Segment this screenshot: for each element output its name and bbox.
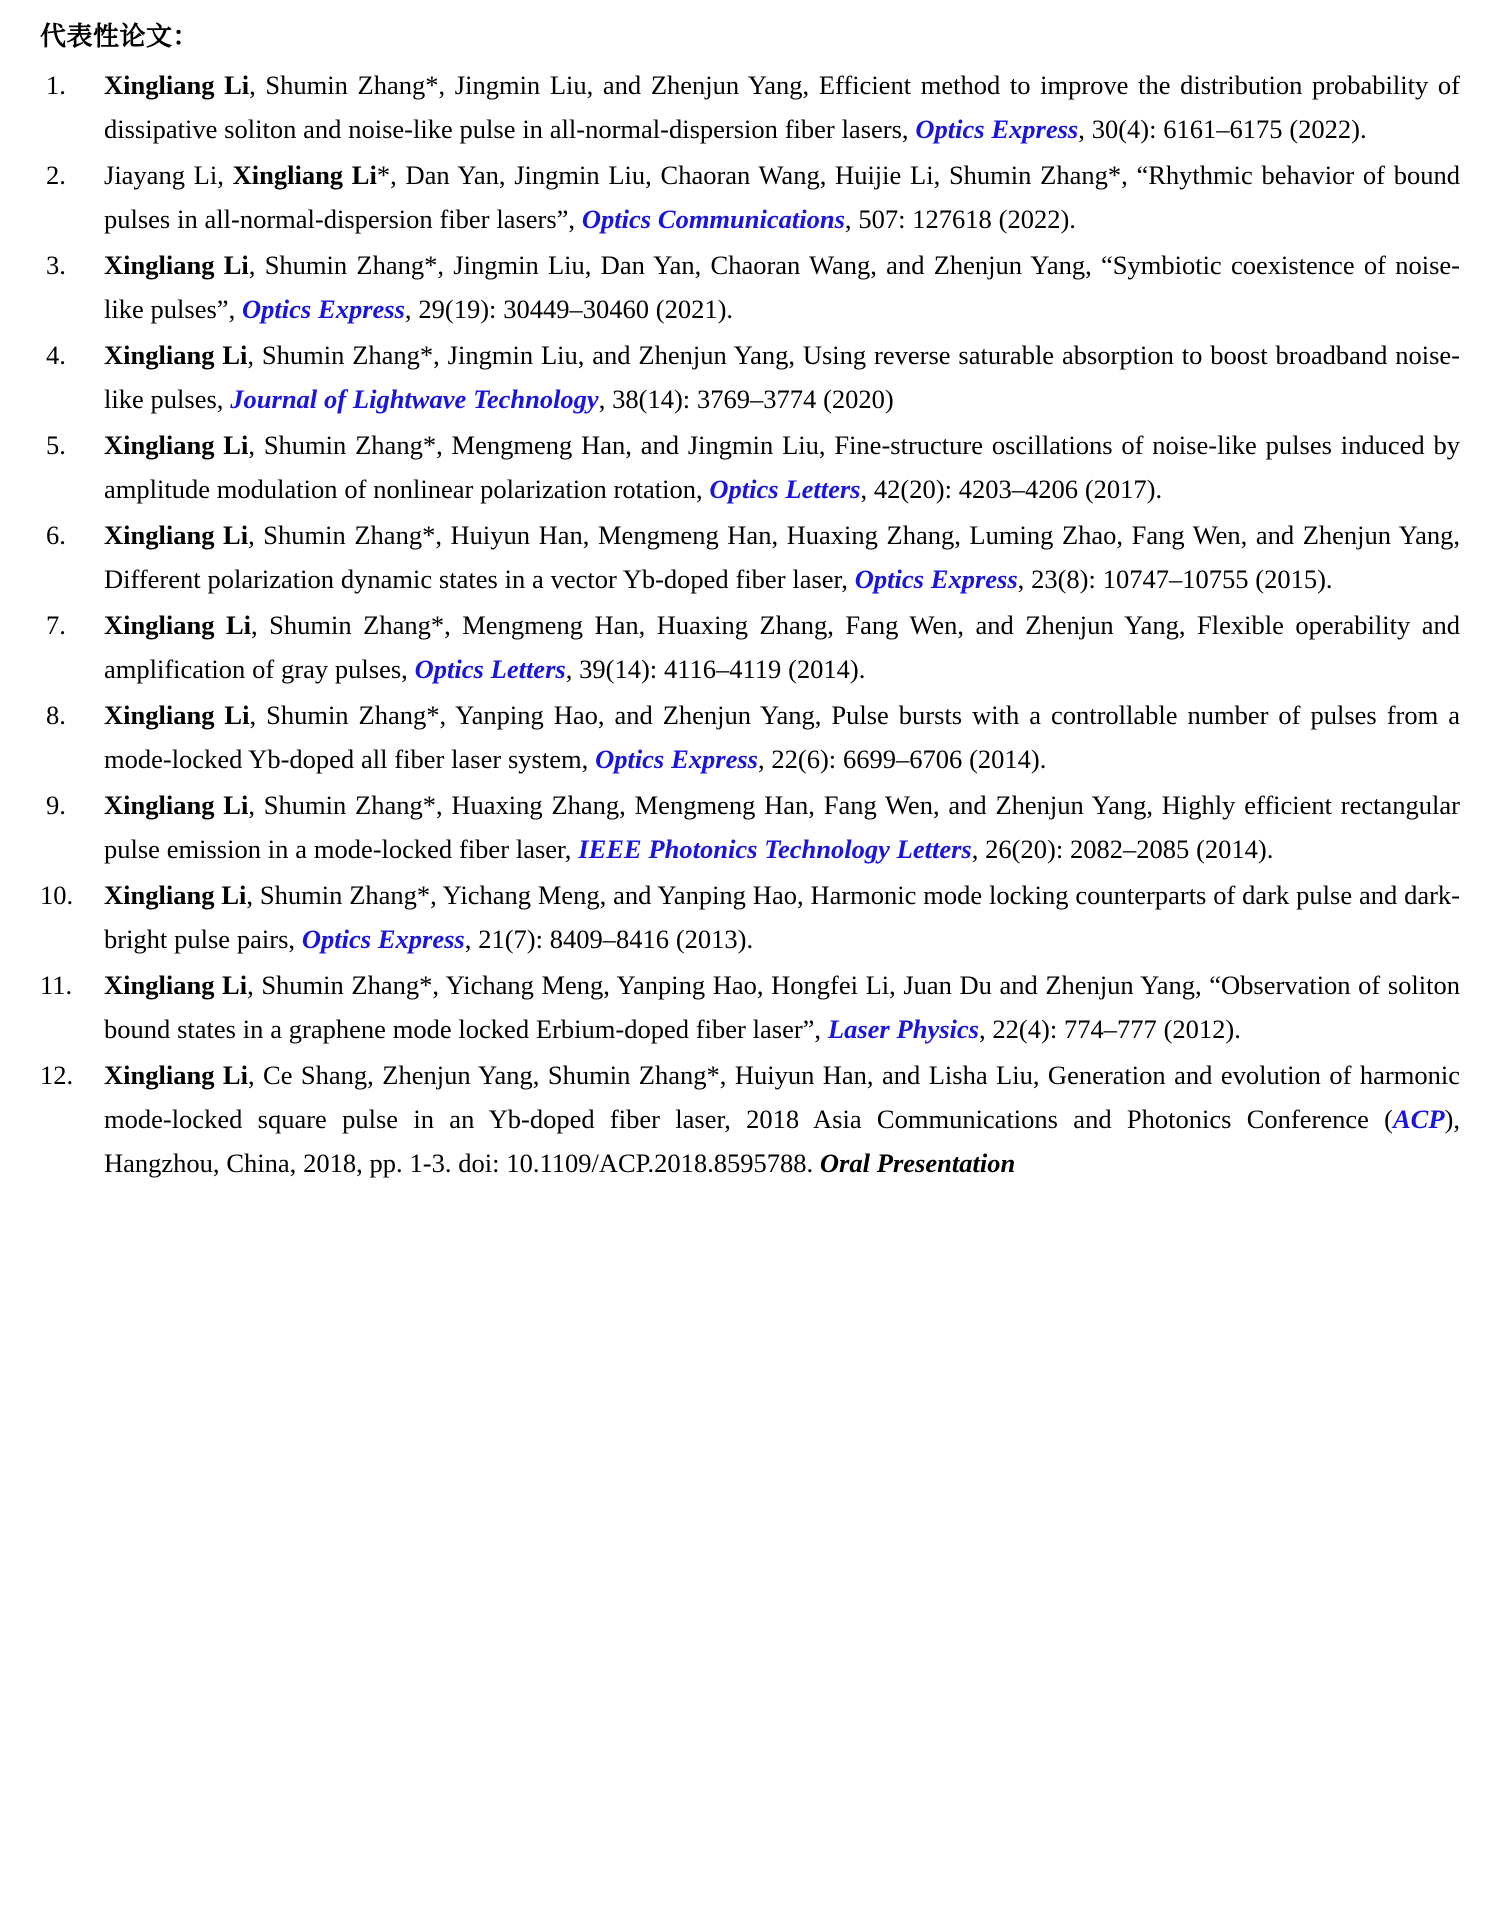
citation-text: , Shumin Zhang*, Yanping Hao, and Zhenjun Yang, Pulse bursts with a controllable number of pulses from a mode-locked Yb-doped all fiber laser system, [104,700,1460,775]
journal-name: Laser Physics [827,1014,979,1045]
publication-number: 5. [46,430,66,461]
publication-number: 10. [40,880,74,911]
publication-number: 2. [46,160,66,191]
citation-text: *, Dan Yan, Jingmin Liu, Chaoran Wang, Huijie Li, Shumin Zhang*, “Rhythmic behavior of bound pulses in all-normal-dispersion fiber lasers”, [104,160,1460,235]
publication-text [104,873,1460,961]
publication-number: 6. [46,520,66,551]
author-highlight: Xingliang Li [104,610,252,641]
citation-text: , Shumin Zhang*, Jingmin Liu, Dan Yan, Chaoran Wang, and Zhenjun Yang, “Symbiotic coexistence of noise-like pulses”, [104,250,1460,325]
publication-number: 1. [46,70,66,101]
citation-text: , 26(20): 2082–2085 (2014). [971,834,1274,865]
citation-text: , Shumin Zhang*, Yichang Meng, and Yanping Hao, Harmonic mode locking counterparts of dark pulse and dark-bright pulse pairs, [104,880,1460,955]
section-title: 代表性论文： [40,22,200,52]
citation-text: , Ce Shang, Zhenjun Yang, Shumin Zhang*, Huiyun Han, and Lisha Liu, Generation and evolution of harmonic mode-locked square pulse in an Yb-doped fiber laser, 2018 Asia Communications and Photonics Conference ( [104,1060,1460,1135]
publication-text [104,513,1460,601]
publication-text [104,153,1460,241]
publication-text [104,243,1460,331]
author-highlight: Xingliang Li [104,880,247,911]
publication-number: 7. [46,610,66,641]
citation-text: , 39(14): 4116–4119 (2014). [565,654,866,685]
publication-entry [40,873,1460,961]
publication-text [104,783,1460,871]
publication-entry [40,1053,1460,1185]
journal-name: Optics Communications [581,204,845,235]
journal-name: ACP [1393,1104,1445,1135]
publication-entry [40,513,1460,601]
citation-text: , 30(4): 6161–6175 (2022). [1078,114,1367,145]
author-highlight: Xingliang Li [104,970,248,1001]
citation-text: Jiayang Li, [104,160,233,191]
publication-text [104,1053,1460,1185]
publication-entry [40,603,1460,691]
citation-text: , 38(14): 3769–3774 (2020) [598,384,894,415]
publication-number: 12. [40,1060,74,1091]
publication-entry [40,693,1460,781]
journal-name: Optics Express [595,744,758,775]
journal-name: Optics Letters [709,474,861,505]
publication-number: 11. [40,970,73,1001]
citation-text: , 29(19): 30449–30460 (2021). [404,294,734,325]
citation-text: , Shumin Zhang*, Jingmin Liu, and Zhenjun Yang, Efficient method to improve the distribution probability of dissipative soliton and noise-like pulse in all-normal-dispersion fiber lasers, [104,70,1460,145]
publication-entry [40,423,1460,511]
author-highlight: Xingliang Li [104,1060,248,1091]
citation-text: , 22(6): 6699–6706 (2014). [757,744,1047,775]
citation-text: , 23(8): 10747–10755 (2015). [1017,564,1333,595]
citation-text: ), Hangzhou, China, 2018, pp. 1-3. doi: 10.1109/ACP.2018.8595788. [104,1104,1460,1179]
journal-name: Optics Express [854,564,1018,595]
journal-name: Optics Express [242,294,405,325]
publication-number: 8. [46,700,66,731]
citation-text: , Shumin Zhang*, Jingmin Liu, and Zhenjun Yang, Using reverse saturable absorption to boost broadband noise-like pulses, [104,340,1460,415]
publication-entry [40,153,1460,241]
citation-text: , Shumin Zhang*, Yichang Meng, Yanping Hao, Hongfei Li, Juan Du and Zhenjun Yang, “Observation of soliton bound states in a graphene mode locked Erbium-doped fiber laser”, [104,970,1460,1045]
citation-text: , Shumin Zhang*, Huiyun Han, Mengmeng Han, Huaxing Zhang, Luming Zhao, Fang Wen, and Zhenjun Yang, Different polarization dynamic states in a vector Yb-doped fiber laser, [104,520,1460,595]
author-highlight: Xingliang Li [104,790,249,821]
author-highlight: Xingliang Li [104,340,248,371]
journal-name: Journal of Lightwave Technology [230,384,599,415]
publication-entry [40,963,1460,1051]
journal-name: IEEE Photonics Technology Letters [578,834,972,865]
journal-name: Optics Letters [414,654,566,685]
citation-text: , Shumin Zhang*, Huaxing Zhang, Mengmeng Han, Fang Wen, and Zhenjun Yang, Highly efficient rectangular pulse emission in a mode-locked fiber laser, [104,790,1460,865]
author-highlight: Xingliang Li [104,250,249,281]
citation-text: , 22(4): 774–777 (2012). [978,1014,1241,1045]
publication-entry [40,333,1460,421]
publication-number: 3. [46,250,66,281]
publication-text [104,603,1460,691]
citation-text: , Shumin Zhang*, Mengmeng Han, and Jingmin Liu, Fine-structure oscillations of noise-like pulses induced by amplitude modulation of nonlinear polarization rotation, [104,430,1460,505]
journal-name: Optics Express [915,114,1079,145]
publication-entry [40,243,1460,331]
citation-text: , 21(7): 8409–8416 (2013). [464,924,754,955]
publication-entry [40,783,1460,871]
citation-text: , Shumin Zhang*, Mengmeng Han, Huaxing Zhang, Fang Wen, and Zhenjun Yang, Flexible operability and amplification of gray pulses, [104,610,1460,685]
publication-text [104,693,1460,781]
journal-name: Optics Express [301,924,465,955]
author-highlight: Xingliang Li [104,430,249,461]
author-highlight: Xingliang Li [104,700,250,731]
citation-text: , 507: 127618 (2022). [844,204,1076,235]
citation-text: , 42(20): 4203–4206 (2017). [860,474,1163,505]
publication-entry [40,63,1460,151]
publication-number: 4. [46,340,66,371]
presentation-note: Oral Presentation [819,1148,1016,1179]
publication-text [104,963,1460,1051]
publication-text [104,423,1460,511]
author-highlight: Xingliang Li [232,160,377,191]
author-highlight: Xingliang Li [104,70,250,101]
publication-text [104,333,1460,421]
author-highlight: Xingliang Li [104,520,249,551]
publication-text [104,63,1460,151]
publication-number: 9. [46,790,66,821]
publication-list [40,63,1460,1185]
